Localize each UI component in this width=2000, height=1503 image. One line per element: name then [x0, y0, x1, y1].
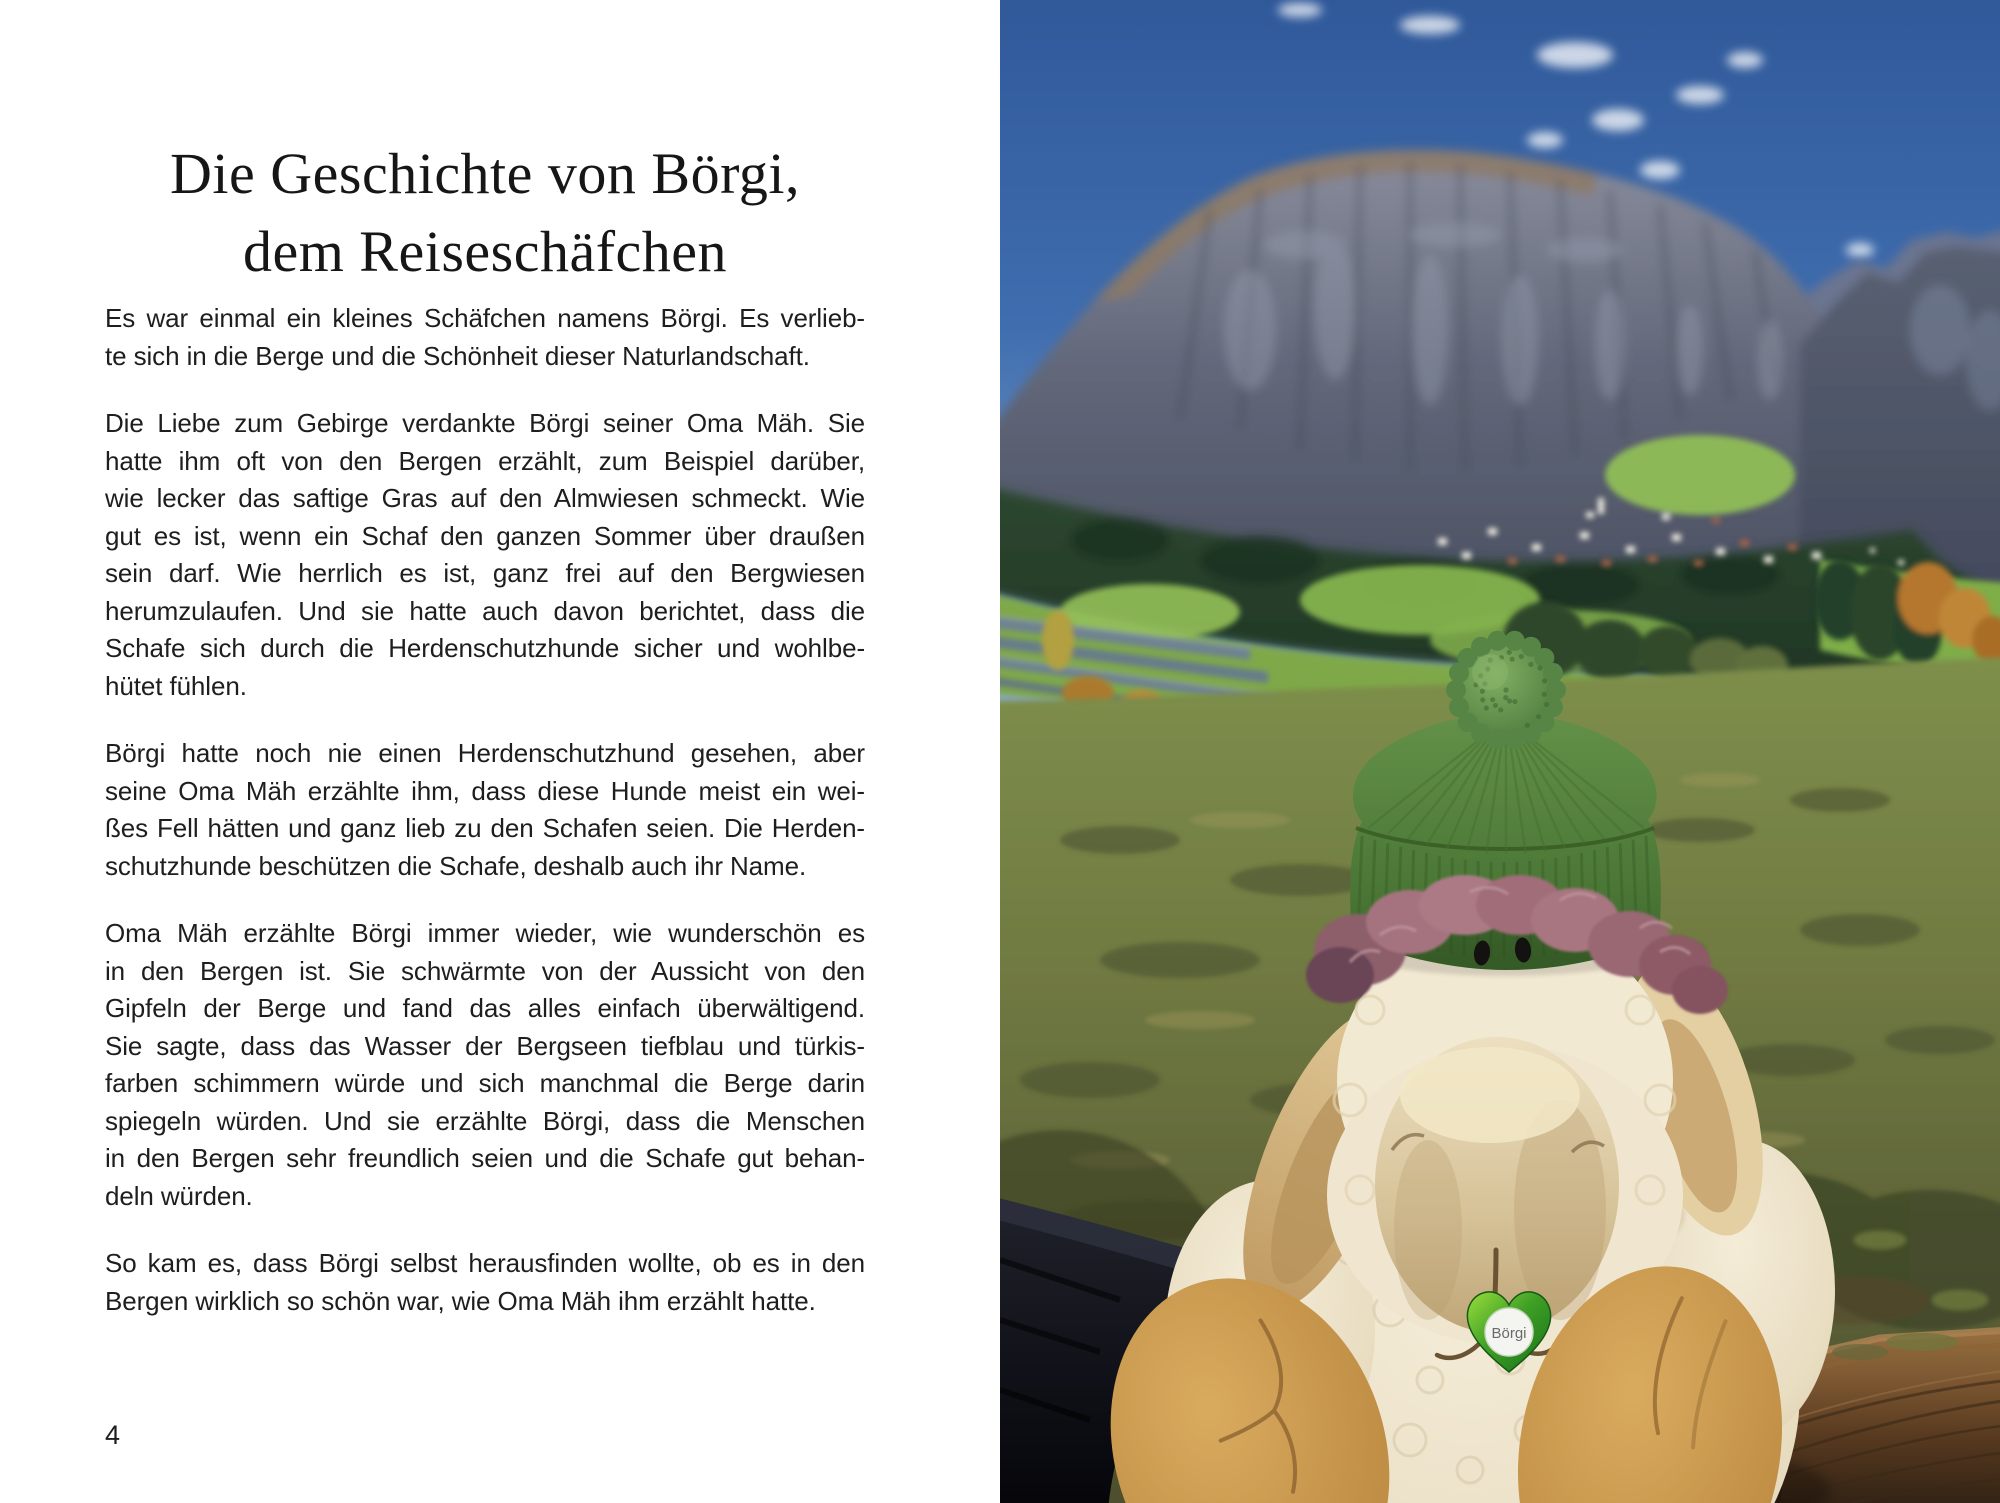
- page-title-line2: dem Reiseschäfchen: [242, 218, 728, 284]
- text-line: hatte ihm oft von den Bergen erzählt, zum Beispiel darüber,: [105, 445, 865, 476]
- text-line: So kam es, dass Börgi selbst herausfinden wollte, ob es in den: [105, 1248, 865, 1278]
- text-line: deln würden.: [105, 1180, 253, 1211]
- text-line: Gipfeln der Berge und fand das alles einfach überwältigend.: [105, 993, 865, 1023]
- sheep-mountain-photo: [1000, 0, 2000, 1503]
- text-line: hütet fühlen.: [105, 670, 247, 701]
- text-line: Es war einmal ein kleines Schäfchen namens Börgi. Es verlieb-: [105, 303, 865, 333]
- text-line: Sie sagte, dass das Wasser der Bergseen tiefblau und türkis-: [105, 1030, 865, 1061]
- text-line: te sich in die Berge und die Schönheit dieser Naturlandschaft.: [105, 340, 810, 371]
- text-line: Bergen wirklich so schön war, wie Oma Mäh ihm erzählt hatte.: [105, 1285, 816, 1316]
- paragraph: [105, 915, 865, 1215]
- text-line: spiegeln würden. Und sie erzählte Börgi, dass die Menschen: [105, 1105, 865, 1136]
- page-title: [105, 135, 865, 291]
- text-line: seine Oma Mäh erzählte ihm, dass diese Hunde meist ein wei-: [105, 775, 865, 806]
- text-line: in den Bergen sehr freundlich seien und die Schafe gut behan-: [105, 1143, 865, 1173]
- text-line: in den Bergen ist. Sie schwärmte von der Aussicht von den: [105, 955, 865, 986]
- text-line: Schafe sich durch die Herdenschutzhunde sicher und wohlbe-: [105, 633, 865, 663]
- text-line: farben schimmern würde und sich manchmal die Berge darin: [105, 1068, 865, 1098]
- text-line: gut es ist, wenn ein Schaf den ganzen Sommer über draußen: [105, 520, 865, 551]
- text-line: Oma Mäh erzählte Börgi immer wieder, wie wunderschön es: [105, 918, 865, 948]
- text-line: wie lecker das saftige Gras auf den Almwiesen schmeckt. Wie: [105, 483, 865, 513]
- page-title-line1: Die Geschichte von Börgi,: [170, 140, 800, 206]
- page-number: 4: [105, 1420, 121, 1450]
- text-line: Börgi hatte noch nie einen Herdenschutzhund gesehen, aber: [105, 738, 865, 768]
- badge-label: Börgi: [1491, 1325, 1527, 1342]
- text-line: herumzulaufen. Und sie hatte auch davon berichtet, dass die: [105, 595, 865, 626]
- text-line: ßes Fell hätten und ganz lieb zu den Schafen seien. Die Herden-: [105, 813, 865, 843]
- text-line: sein darf. Wie herrlich es ist, ganz frei auf den Bergwiesen: [105, 558, 865, 588]
- paragraphs: [105, 300, 865, 1350]
- photo-page: [1000, 0, 2000, 1503]
- text-line: schutzhunde beschützen die Schafe, deshalb auch ihr Name.: [105, 850, 807, 881]
- paragraph: [105, 735, 865, 885]
- paragraph: [105, 1245, 865, 1320]
- paragraph: [105, 405, 865, 705]
- paragraph: [105, 300, 865, 375]
- text-line: Die Liebe zum Gebirge verdankte Börgi seiner Oma Mäh. Sie: [105, 408, 865, 438]
